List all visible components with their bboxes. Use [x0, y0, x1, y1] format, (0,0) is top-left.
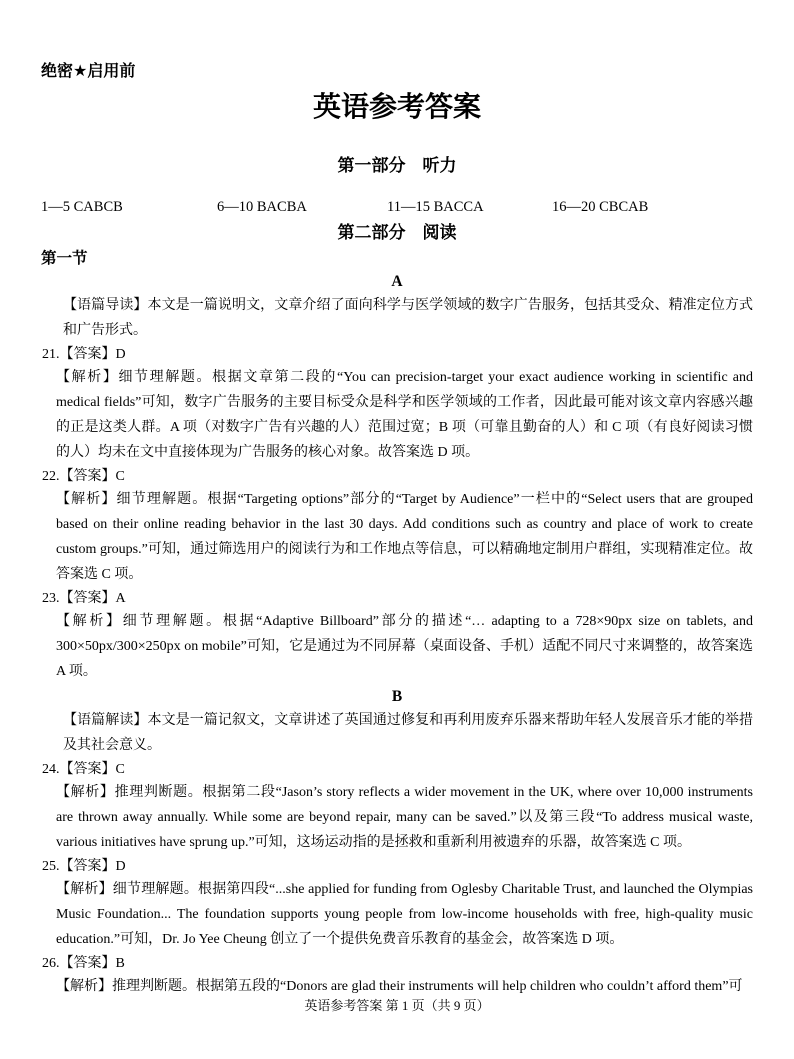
q21-answer-line	[42, 343, 753, 365]
q21-answer-label: 【答案】	[59, 347, 116, 362]
question-23-block	[41, 587, 753, 684]
q21-explanation: 【解析】细节理解题。根据文章第二段的“You can precision-target your exact audience working in scientific and medical fields”可知，数字广告服务的主要目标受众是科学和医学领域的工作者，因此最可能对该文章内容感兴趣的正是这类人群。A 项（对数字广告有兴趣的人）范围过宽；B 项（可靠且勤奋的人）和 C 项（有良好阅读习惯的人）均未在文中直接体现为广告服务的核心对象。故答案选 D 项。	[56, 370, 753, 460]
part2-heading: 第二部分 阅读	[337, 223, 457, 242]
passage-a-label: A	[391, 273, 403, 290]
section1-label: 第一节	[41, 250, 88, 267]
q23-answer-line	[42, 587, 753, 609]
q26-number: 26.	[42, 956, 60, 971]
q23-explanation: 【解析】细节理解题。根据“Adaptive Billboard”部分的描述“… adapting to a 728×90px size on tablets, and 300×50px/300×250px on mobile”可知，它是通过为不同屏幕（桌面设备、手机）适配不同尺寸来调整的，故答案选 A 项。	[56, 614, 753, 679]
q26-answer-label: 【答案】	[59, 956, 116, 971]
question-26-block	[41, 952, 753, 999]
q21-number: 21.	[42, 347, 60, 362]
q22-answer-line	[42, 465, 753, 487]
listening-answers-row	[41, 197, 753, 217]
q22-answer-label: 【答案】	[59, 469, 116, 484]
q23-number: 23.	[42, 591, 60, 606]
listening-answers-11-15: 11—15 BACCA	[387, 199, 484, 215]
q26-answer-value: B	[115, 956, 125, 971]
question-22-block	[41, 465, 753, 587]
question-25-block	[41, 855, 753, 952]
q22-answer-value: C	[115, 469, 125, 484]
part1-heading: 第一部分 听力	[337, 156, 457, 175]
q25-answer-value: D	[115, 859, 126, 874]
q25-answer-label: 【答案】	[59, 859, 116, 874]
passage-b-label: B	[391, 688, 403, 705]
q24-number: 24.	[42, 762, 60, 777]
q25-number: 25.	[42, 859, 60, 874]
q26-answer-line	[42, 952, 753, 974]
q23-answer-label: 【答案】	[59, 591, 116, 606]
security-classification: 绝密★启用前	[41, 63, 136, 80]
q22-number: 22.	[42, 469, 60, 484]
passage-b-intro: 【语篇解读】本文是一篇记叙文，文章讲述了英国通过修复和再利用废弃乐器来帮助年轻人发展音乐才能的举措及其社会意义。	[63, 713, 753, 753]
question-24-block	[41, 758, 753, 855]
question-21-block	[41, 343, 753, 465]
listening-answers-16-20: 16—20 CBCAB	[552, 199, 649, 215]
q24-answer-label: 【答案】	[59, 762, 116, 777]
q24-answer-line	[42, 758, 753, 780]
q21-answer-value: D	[115, 347, 126, 362]
q22-explanation: 【解析】细节理解题。根据“Targeting options”部分的“Target by Audience”一栏中的“Select users that are grouped based on their online reading behavior in the last 30 days. Add conditions such as country and place of work to create custom groups.”可知，通过筛选用户的阅读行为和工作地点等信息，可以精确地定制用户群组，实现精准定位。故答案选 C 项。	[56, 492, 753, 582]
listening-answers-6-10: 6—10 BACBA	[217, 199, 307, 215]
q25-answer-line	[42, 855, 753, 877]
q23-answer-value: A	[115, 591, 126, 606]
q26-explanation: 【解析】推理判断题。根据第五段的“Donors are glad their instruments will help children who couldn’t afford them”可	[56, 979, 743, 994]
q24-answer-value: C	[115, 762, 125, 777]
q25-explanation: 【解析】细节理解题。根据第四段“...she applied for funding from Oglesby Charitable Trust, and launched the Olympias Music Foundation... The foundation supports young people from low-income households with free, high-quality music education.”可知，Dr. Jo Yee Cheung 创立了一个提供免费音乐教育的基金会，故答案选 D 项。	[56, 882, 753, 947]
q24-explanation: 【解析】推理判断题。根据第二段“Jason’s story reflects a wider movement in the UK, where over 10,000 instruments are thrown away annually. While some are beyond repair, many can be saved.”以及第三段“To address musical waste, various initiatives have sprung up.”可知，这场运动指的是拯救和重新利用被遗弃的乐器，故答案选 C 项。	[56, 785, 753, 850]
passage-a-intro: 【语篇导读】本文是一篇说明文，文章介绍了面向科学与医学领域的数字广告服务，包括其受众、精准定位方式和广告形式。	[63, 298, 753, 338]
listening-answers-1-5: 1—5 CABCB	[41, 199, 123, 215]
page-footer: 英语参考答案 第 1 页（共 9 页）	[304, 998, 490, 1013]
page-title: 英语参考答案	[312, 91, 481, 122]
